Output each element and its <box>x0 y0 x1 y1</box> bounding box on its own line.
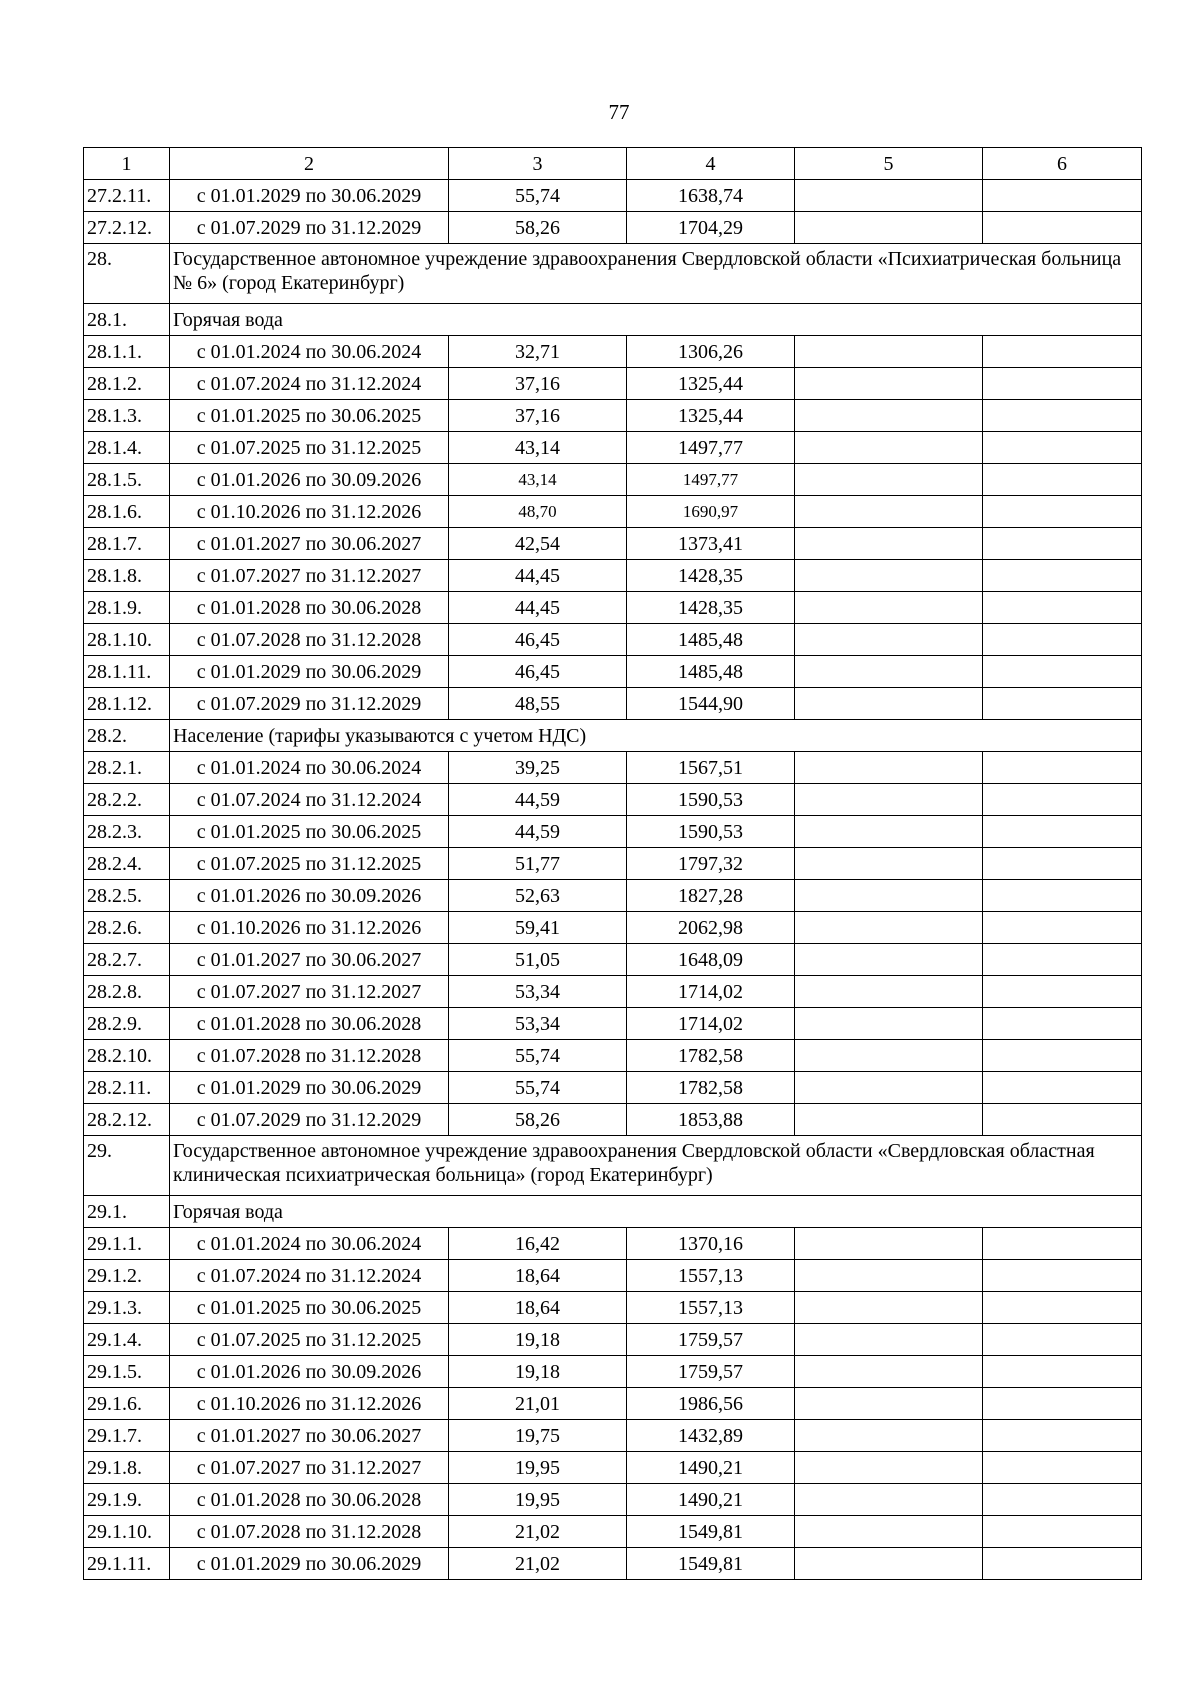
row-value-6 <box>983 592 1142 624</box>
row-value-5 <box>795 1104 983 1136</box>
row-value-3: 21,01 <box>449 1388 627 1420</box>
row-value-5 <box>795 1228 983 1260</box>
row-value-5 <box>795 528 983 560</box>
organization-name: Государственное автономное учреждение здравоохранения Свердловской области «Свердловская областная клиническая психиатрическая больница» (город Екатеринбург) <box>170 1136 1142 1196</box>
row-number: 29.1.1. <box>84 1228 170 1260</box>
row-number: 28.2.5. <box>84 880 170 912</box>
row-number: 28.1.5. <box>84 464 170 496</box>
row-period: с 01.01.2028 по 30.06.2028 <box>170 1008 449 1040</box>
row-value-3: 44,59 <box>449 816 627 848</box>
row-value-4: 1490,21 <box>627 1484 795 1516</box>
page-number: 77 <box>608 100 630 124</box>
row-value-6 <box>983 1356 1142 1388</box>
row-value-5 <box>795 1324 983 1356</box>
row-value-5 <box>795 688 983 720</box>
table-row <box>84 464 1142 496</box>
table-row <box>84 1040 1142 1072</box>
row-value-4: 1590,53 <box>627 816 795 848</box>
row-value-3: 44,45 <box>449 560 627 592</box>
row-value-6 <box>983 1452 1142 1484</box>
row-value-3: 18,64 <box>449 1260 627 1292</box>
row-number: 28.1.4. <box>84 432 170 464</box>
section-title: Горячая вода <box>170 304 1142 336</box>
row-value-3: 53,34 <box>449 1008 627 1040</box>
row-number: 28.1.12. <box>84 688 170 720</box>
row-value-4: 1759,57 <box>627 1324 795 1356</box>
row-number: 28.2.11. <box>84 1072 170 1104</box>
row-value-3: 18,64 <box>449 1292 627 1324</box>
row-value-3: 55,74 <box>449 180 627 212</box>
section-row <box>84 720 1142 752</box>
row-value-5 <box>795 880 983 912</box>
row-value-3: 19,95 <box>449 1452 627 1484</box>
tariff-table <box>83 147 1142 1580</box>
row-value-6 <box>983 1260 1142 1292</box>
table-row <box>84 848 1142 880</box>
row-period: с 01.07.2029 по 31.12.2029 <box>170 212 449 244</box>
table-row <box>84 816 1142 848</box>
row-value-5 <box>795 784 983 816</box>
row-value-4: 1704,29 <box>627 212 795 244</box>
row-value-4: 2062,98 <box>627 912 795 944</box>
row-value-5 <box>795 1260 983 1292</box>
row-value-3: 42,54 <box>449 528 627 560</box>
row-period: с 01.01.2029 по 30.06.2029 <box>170 1072 449 1104</box>
row-value-5 <box>795 336 983 368</box>
table-row <box>84 1072 1142 1104</box>
header-cell-6: 6 <box>983 148 1142 180</box>
row-value-4: 1370,16 <box>627 1228 795 1260</box>
row-period: с 01.01.2026 по 30.09.2026 <box>170 464 449 496</box>
row-number: 27.2.11. <box>84 180 170 212</box>
row-period: с 01.01.2025 по 30.06.2025 <box>170 1292 449 1324</box>
row-value-3: 48,55 <box>449 688 627 720</box>
row-period: с 01.01.2028 по 30.06.2028 <box>170 592 449 624</box>
row-period: с 01.07.2028 по 31.12.2028 <box>170 624 449 656</box>
row-value-6 <box>983 1516 1142 1548</box>
row-number: 28.1.2. <box>84 368 170 400</box>
row-value-3: 55,74 <box>449 1072 627 1104</box>
table-row <box>84 212 1142 244</box>
row-value-4: 1497,77 <box>627 464 795 496</box>
row-period: с 01.07.2028 по 31.12.2028 <box>170 1040 449 1072</box>
row-number: 29.1.11. <box>84 1548 170 1580</box>
table-row <box>84 1260 1142 1292</box>
row-value-5 <box>795 592 983 624</box>
row-value-6 <box>983 1228 1142 1260</box>
table-row <box>84 432 1142 464</box>
row-value-6 <box>983 848 1142 880</box>
row-value-3: 44,45 <box>449 592 627 624</box>
row-value-5 <box>795 1072 983 1104</box>
table-row <box>84 688 1142 720</box>
row-value-4: 1638,74 <box>627 180 795 212</box>
table-row <box>84 336 1142 368</box>
section-title: Население (тарифы указываются с учетом НДС) <box>170 720 1142 752</box>
row-period: с 01.01.2024 по 30.06.2024 <box>170 336 449 368</box>
table-row <box>84 1356 1142 1388</box>
row-number: 28.2.1. <box>84 752 170 784</box>
row-value-6 <box>983 464 1142 496</box>
row-period: с 01.01.2028 по 30.06.2028 <box>170 1484 449 1516</box>
table-row <box>84 592 1142 624</box>
row-value-5 <box>795 944 983 976</box>
row-number: 28.2.6. <box>84 912 170 944</box>
row-value-4: 1782,58 <box>627 1072 795 1104</box>
row-value-4: 1485,48 <box>627 624 795 656</box>
row-value-3: 37,16 <box>449 400 627 432</box>
row-number: 29.1.7. <box>84 1420 170 1452</box>
row-number: 28.2. <box>84 720 170 752</box>
section-row <box>84 1196 1142 1228</box>
row-value-5 <box>795 400 983 432</box>
row-value-6 <box>983 880 1142 912</box>
row-value-4: 1986,56 <box>627 1388 795 1420</box>
row-period: с 01.07.2024 по 31.12.2024 <box>170 1260 449 1292</box>
row-value-6 <box>983 496 1142 528</box>
row-number: 28.2.9. <box>84 1008 170 1040</box>
row-number: 29.1.4. <box>84 1324 170 1356</box>
row-value-3: 59,41 <box>449 912 627 944</box>
table-row <box>84 1104 1142 1136</box>
row-period: с 01.07.2024 по 31.12.2024 <box>170 368 449 400</box>
table-row <box>84 1008 1142 1040</box>
row-value-3: 55,74 <box>449 1040 627 1072</box>
table-row <box>84 496 1142 528</box>
row-number: 28.1.10. <box>84 624 170 656</box>
row-number: 28.1.6. <box>84 496 170 528</box>
row-number: 28.1. <box>84 304 170 336</box>
row-value-6 <box>983 784 1142 816</box>
row-value-3: 51,77 <box>449 848 627 880</box>
row-value-6 <box>983 1420 1142 1452</box>
table-row <box>84 560 1142 592</box>
row-period: с 01.01.2026 по 30.09.2026 <box>170 880 449 912</box>
header-cell-3: 3 <box>449 148 627 180</box>
row-value-5 <box>795 656 983 688</box>
row-value-4: 1797,32 <box>627 848 795 880</box>
tariff-table-body <box>84 148 1142 1580</box>
row-value-6 <box>983 656 1142 688</box>
row-number: 28.2.7. <box>84 944 170 976</box>
row-value-4: 1485,48 <box>627 656 795 688</box>
row-value-4: 1714,02 <box>627 976 795 1008</box>
table-row <box>84 1324 1142 1356</box>
row-period: с 01.01.2029 по 30.06.2029 <box>170 656 449 688</box>
row-value-5 <box>795 1420 983 1452</box>
row-value-6 <box>983 212 1142 244</box>
row-value-6 <box>983 624 1142 656</box>
row-value-5 <box>795 912 983 944</box>
row-value-3: 58,26 <box>449 1104 627 1136</box>
row-value-6 <box>983 336 1142 368</box>
row-value-3: 19,95 <box>449 1484 627 1516</box>
row-number: 28.2.10. <box>84 1040 170 1072</box>
row-number: 28.1.9. <box>84 592 170 624</box>
section-title: Горячая вода <box>170 1196 1142 1228</box>
row-value-4: 1853,88 <box>627 1104 795 1136</box>
row-value-3: 48,70 <box>449 496 627 528</box>
row-number: 29.1.10. <box>84 1516 170 1548</box>
row-period: с 01.01.2027 по 30.06.2027 <box>170 528 449 560</box>
row-value-5 <box>795 1452 983 1484</box>
row-value-3: 16,42 <box>449 1228 627 1260</box>
row-value-6 <box>983 400 1142 432</box>
row-value-5 <box>795 1516 983 1548</box>
table-row <box>84 400 1142 432</box>
row-value-3: 19,18 <box>449 1356 627 1388</box>
table-row <box>84 1388 1142 1420</box>
row-value-5 <box>795 752 983 784</box>
row-number: 29.1. <box>84 1196 170 1228</box>
header-cell-1: 1 <box>84 148 170 180</box>
row-value-5 <box>795 848 983 880</box>
row-value-3: 32,71 <box>449 336 627 368</box>
table-header-row <box>84 148 1142 180</box>
row-value-3: 39,25 <box>449 752 627 784</box>
row-period: с 01.07.2025 по 31.12.2025 <box>170 848 449 880</box>
row-value-4: 1490,21 <box>627 1452 795 1484</box>
row-period: с 01.01.2027 по 30.06.2027 <box>170 944 449 976</box>
row-number: 28.1.7. <box>84 528 170 560</box>
row-period: с 01.01.2026 по 30.09.2026 <box>170 1356 449 1388</box>
organization-name: Государственное автономное учреждение здравоохранения Свердловской области «Психиатрическая больница № 6» (город Екатеринбург) <box>170 244 1142 304</box>
row-value-4: 1306,26 <box>627 336 795 368</box>
row-value-5 <box>795 816 983 848</box>
row-value-4: 1428,35 <box>627 592 795 624</box>
row-value-6 <box>983 1484 1142 1516</box>
table-row <box>84 1484 1142 1516</box>
row-period: с 01.10.2026 по 31.12.2026 <box>170 912 449 944</box>
row-value-4: 1325,44 <box>627 368 795 400</box>
row-value-6 <box>983 944 1142 976</box>
row-number: 28.2.12. <box>84 1104 170 1136</box>
row-value-4: 1759,57 <box>627 1356 795 1388</box>
row-value-3: 51,05 <box>449 944 627 976</box>
table-row <box>84 1292 1142 1324</box>
row-value-6 <box>983 1104 1142 1136</box>
table-row <box>84 1228 1142 1260</box>
row-number: 29.1.3. <box>84 1292 170 1324</box>
row-period: с 01.07.2029 по 31.12.2029 <box>170 688 449 720</box>
table-row <box>84 752 1142 784</box>
row-period: с 01.01.2024 по 30.06.2024 <box>170 752 449 784</box>
row-value-6 <box>983 1292 1142 1324</box>
table-row <box>84 528 1142 560</box>
table-row <box>84 880 1142 912</box>
row-value-6 <box>983 560 1142 592</box>
table-row <box>84 624 1142 656</box>
organization-row <box>84 1136 1142 1196</box>
row-period: с 01.07.2024 по 31.12.2024 <box>170 784 449 816</box>
row-value-5 <box>795 180 983 212</box>
table-row <box>84 656 1142 688</box>
row-number: 28.1.11. <box>84 656 170 688</box>
row-value-4: 1557,13 <box>627 1260 795 1292</box>
row-period: с 01.10.2026 по 31.12.2026 <box>170 1388 449 1420</box>
row-value-6 <box>983 752 1142 784</box>
row-value-5 <box>795 212 983 244</box>
row-number: 28.1.8. <box>84 560 170 592</box>
table-row <box>84 912 1142 944</box>
row-value-4: 1544,90 <box>627 688 795 720</box>
table-row <box>84 368 1142 400</box>
row-value-5 <box>795 1356 983 1388</box>
table-row <box>84 944 1142 976</box>
row-value-6 <box>983 1040 1142 1072</box>
row-value-4: 1648,09 <box>627 944 795 976</box>
row-period: с 01.07.2025 по 31.12.2025 <box>170 432 449 464</box>
row-number: 28.2.2. <box>84 784 170 816</box>
row-value-3: 37,16 <box>449 368 627 400</box>
row-period: с 01.07.2025 по 31.12.2025 <box>170 1324 449 1356</box>
row-period: с 01.01.2029 по 30.06.2029 <box>170 180 449 212</box>
row-value-3: 46,45 <box>449 656 627 688</box>
row-value-5 <box>795 1008 983 1040</box>
table-row <box>84 1420 1142 1452</box>
row-number: 29.1.6. <box>84 1388 170 1420</box>
row-value-4: 1827,28 <box>627 880 795 912</box>
row-value-6 <box>983 1072 1142 1104</box>
header-cell-4: 4 <box>627 148 795 180</box>
row-value-3: 46,45 <box>449 624 627 656</box>
row-value-5 <box>795 624 983 656</box>
row-number: 29.1.9. <box>84 1484 170 1516</box>
row-value-3: 58,26 <box>449 212 627 244</box>
table-row <box>84 1516 1142 1548</box>
row-value-5 <box>795 432 983 464</box>
row-number: 28.1.1. <box>84 336 170 368</box>
row-value-6 <box>983 1324 1142 1356</box>
row-value-5 <box>795 1484 983 1516</box>
row-number: 27.2.12. <box>84 212 170 244</box>
row-value-4: 1325,44 <box>627 400 795 432</box>
table-row <box>84 1548 1142 1580</box>
row-period: с 01.01.2024 по 30.06.2024 <box>170 1228 449 1260</box>
row-value-6 <box>983 816 1142 848</box>
row-period: с 01.07.2027 по 31.12.2027 <box>170 560 449 592</box>
row-number: 28.2.8. <box>84 976 170 1008</box>
row-value-4: 1549,81 <box>627 1548 795 1580</box>
section-row <box>84 304 1142 336</box>
row-value-3: 52,63 <box>449 880 627 912</box>
organization-row <box>84 244 1142 304</box>
row-number: 28.1.3. <box>84 400 170 432</box>
row-value-4: 1557,13 <box>627 1292 795 1324</box>
row-value-5 <box>795 1292 983 1324</box>
row-value-6 <box>983 976 1142 1008</box>
row-value-4: 1497,77 <box>627 432 795 464</box>
row-value-6 <box>983 432 1142 464</box>
table-row <box>84 1452 1142 1484</box>
row-value-4: 1782,58 <box>627 1040 795 1072</box>
header-cell-5: 5 <box>795 148 983 180</box>
row-value-3: 44,59 <box>449 784 627 816</box>
row-number: 29. <box>84 1136 170 1196</box>
row-value-6 <box>983 180 1142 212</box>
row-value-5 <box>795 1040 983 1072</box>
row-value-5 <box>795 560 983 592</box>
row-value-5 <box>795 496 983 528</box>
row-period: с 01.10.2026 по 31.12.2026 <box>170 496 449 528</box>
row-value-6 <box>983 1388 1142 1420</box>
row-value-4: 1432,89 <box>627 1420 795 1452</box>
row-period: с 01.01.2027 по 30.06.2027 <box>170 1420 449 1452</box>
row-number: 29.1.2. <box>84 1260 170 1292</box>
row-number: 28.2.3. <box>84 816 170 848</box>
row-value-5 <box>795 464 983 496</box>
table-row <box>84 976 1142 1008</box>
row-value-4: 1428,35 <box>627 560 795 592</box>
table-row <box>84 180 1142 212</box>
row-period: с 01.07.2027 по 31.12.2027 <box>170 976 449 1008</box>
table-row <box>84 784 1142 816</box>
row-period: с 01.07.2028 по 31.12.2028 <box>170 1516 449 1548</box>
row-number: 28.2.4. <box>84 848 170 880</box>
row-period: с 01.01.2025 по 30.06.2025 <box>170 400 449 432</box>
row-value-3: 21,02 <box>449 1548 627 1580</box>
row-value-3: 43,14 <box>449 464 627 496</box>
row-period: с 01.07.2027 по 31.12.2027 <box>170 1452 449 1484</box>
row-value-5 <box>795 1388 983 1420</box>
row-value-6 <box>983 688 1142 720</box>
row-value-3: 21,02 <box>449 1516 627 1548</box>
row-value-4: 1567,51 <box>627 752 795 784</box>
row-value-3: 19,18 <box>449 1324 627 1356</box>
row-value-5 <box>795 976 983 1008</box>
row-value-4: 1549,81 <box>627 1516 795 1548</box>
row-value-4: 1690,97 <box>627 496 795 528</box>
row-value-4: 1590,53 <box>627 784 795 816</box>
header-cell-2: 2 <box>170 148 449 180</box>
row-value-6 <box>983 1008 1142 1040</box>
row-number: 29.1.8. <box>84 1452 170 1484</box>
row-value-5 <box>795 1548 983 1580</box>
row-value-6 <box>983 368 1142 400</box>
row-value-6 <box>983 912 1142 944</box>
row-value-3: 43,14 <box>449 432 627 464</box>
row-value-5 <box>795 368 983 400</box>
row-value-3: 19,75 <box>449 1420 627 1452</box>
row-value-6 <box>983 1548 1142 1580</box>
row-value-3: 53,34 <box>449 976 627 1008</box>
row-period: с 01.01.2025 по 30.06.2025 <box>170 816 449 848</box>
row-value-4: 1714,02 <box>627 1008 795 1040</box>
row-value-6 <box>983 528 1142 560</box>
row-number: 29.1.5. <box>84 1356 170 1388</box>
row-value-4: 1373,41 <box>627 528 795 560</box>
row-number: 28. <box>84 244 170 304</box>
row-period: с 01.07.2029 по 31.12.2029 <box>170 1104 449 1136</box>
row-period: с 01.01.2029 по 30.06.2029 <box>170 1548 449 1580</box>
